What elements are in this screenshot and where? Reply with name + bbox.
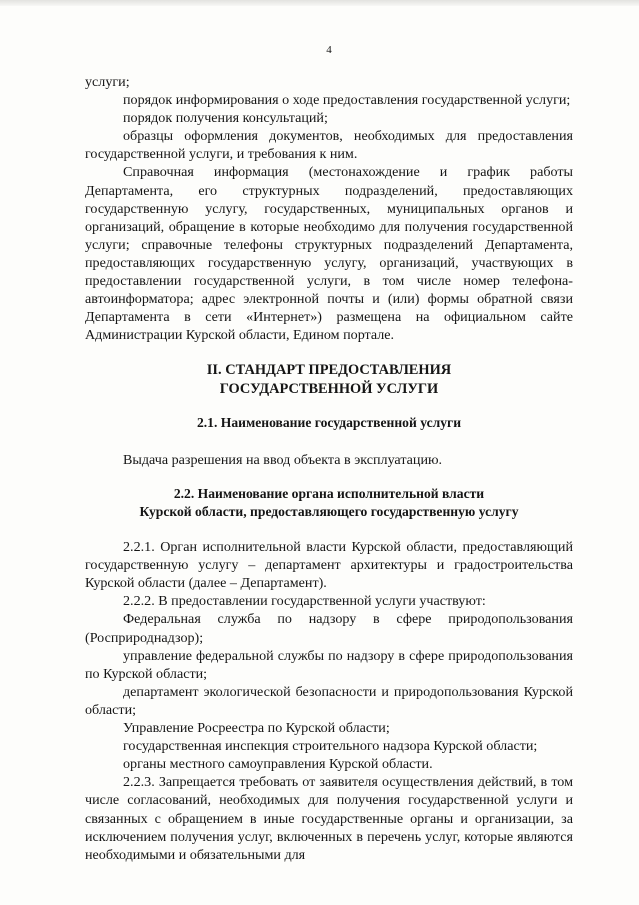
paragraph-reference-info: Справочная информация (местонахождение и график работы Департамента, его структурных подразделений, предоставляющих государственную услугу, государственных, муниципальных органов и организаций, обращение в которые необходимо для получения государственной услуги; справочные телефоны структурных подразделений Департамента, предоставляющих государственную услугу, организаций, участвующих в предоставлении государственной услуги, в том числе номер телефона-автоинформатора; адрес электронной почты и (или) формы обратной связи Департамента в сети «Интернет») размещена на официальном сайте Администрации Курской области, Едином портале.	[85, 164, 573, 344]
paragraph-continuation: услуги;	[85, 74, 130, 90]
paragraph-local-government: органы местного самоуправления Курской области.	[123, 756, 433, 773]
subsection-2-2-heading	[85, 485, 573, 521]
paragraph-document-samples: образцы оформления документов, необходимых для предоставления государственной услуги, и требования к ним.	[85, 128, 573, 163]
paragraph-rosprirodnadzor: Федеральная служба по надзору в сфере природопользования (Росприроднадзор);	[85, 611, 573, 646]
page-number: 4	[326, 44, 332, 56]
subsection-2-1-text: Выдача разрешения на ввод объекта в эксплуатацию.	[123, 452, 443, 468]
paragraph-construction-inspection: государственная инспекция строительного надзора Курской области;	[123, 738, 538, 755]
paragraph-2-2-2: 2.2.2. В предоставлении государственной услуги участвуют:	[123, 593, 486, 610]
subsection-2-1-heading: 2.1. Наименование государственной услуги	[196, 415, 462, 430]
paragraph-2-2-1: 2.2.1. Орган исполнительной власти Курской области, предоставляющий государственную услугу – департамент архитектуры и градостроительства Курской области (далее – Департамент).	[85, 539, 573, 592]
paragraph-federal-service-kursk: управление федеральной службы по надзору в сфере природопользования по Курской области;	[85, 647, 573, 682]
section-heading-line-1: II. СТАНДАРТ ПРЕДОСТАВЛЕНИЯ	[206, 362, 452, 379]
section-heading-line-2: ГОСУДАРСТВЕННОЙ УСЛУГИ	[219, 380, 439, 397]
section-heading	[85, 361, 573, 398]
document-body	[85, 73, 573, 864]
paragraph-ecology-department: департамент экологической безопасности и природопользования Курской области;	[85, 683, 573, 718]
paragraph-informing-order: порядок информирования о ходе предоставления государственной услуги;	[123, 92, 571, 109]
scan-top-edge	[0, 0, 639, 6]
paragraph-rosreestr: Управление Росреестра по Курской области;	[123, 720, 390, 737]
paragraph-consultation-order: порядок получения консультаций;	[123, 110, 328, 127]
paragraph-2-2-3: 2.2.3. Запрещается требовать от заявителя осуществления действий, в том числе согласований, необходимых для получения государственной услуги и связанных с обращением в иные государственные органы и организации, за исключением получения услуг, включенных в перечень услуг, которые являются необходимыми и обязательными для	[85, 774, 573, 863]
subsection-2-2-heading-line-1: 2.2. Наименование органа исполнительной власти	[173, 486, 485, 502]
subsection-2-2-heading-line-2: Курской области, предоставляющего государственную услугу	[139, 504, 519, 520]
